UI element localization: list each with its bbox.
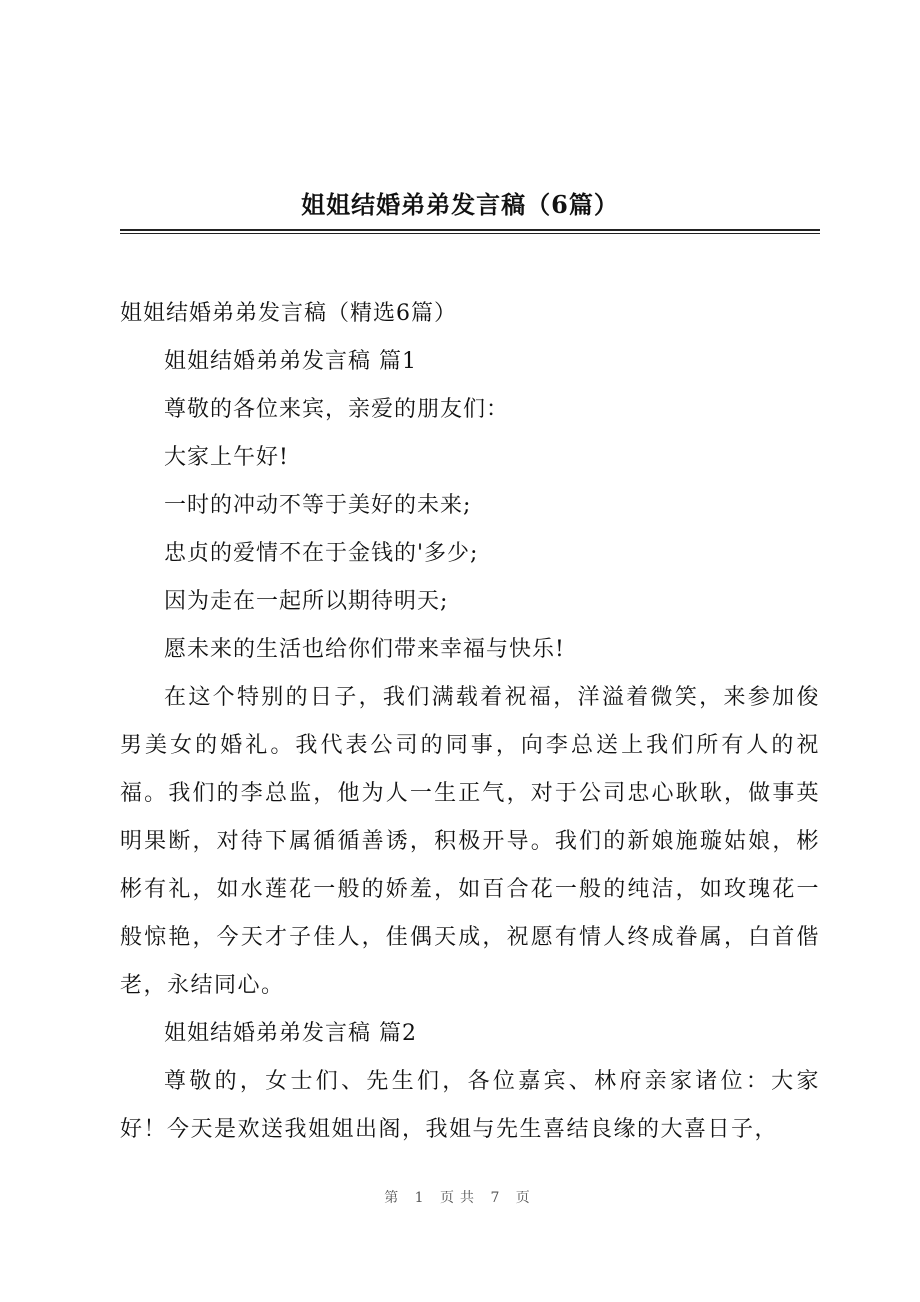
paragraph: 忠贞的爱情不在于金钱的'多少; [164, 541, 479, 566]
document-body [120, 290, 820, 1154]
paragraph: 愿未来的生活也给你们带来幸福与快乐! [164, 637, 565, 662]
paragraph: 尊敬的各位来宾，亲爱的朋友们： [164, 397, 510, 422]
paragraph: 因为走在一起所以期待明天; [164, 589, 449, 614]
section-heading-1: 姐姐结婚弟弟发言稿 篇1 [164, 349, 417, 374]
title-divider-thick [120, 229, 820, 231]
paragraph: 大家上午好! [164, 445, 289, 470]
document-title: 姐姐结婚弟弟发言稿（6篇） [301, 190, 619, 219]
paragraph: 尊敬的，女士们、先生们，各位嘉宾、林府亲家诸位：大家好！今天是欢送我姐姐出阁，我姐与先生喜结良缘的大喜日子， [120, 1069, 820, 1142]
document-subtitle: 姐姐结婚弟弟发言稿（精选6篇） [120, 301, 457, 326]
section-heading-2: 姐姐结婚弟弟发言稿 篇2 [164, 1021, 417, 1046]
paragraph: 一时的冲动不等于美好的未来; [164, 493, 472, 518]
paragraph: 在这个特别的日子，我们满载着祝福，洋溢着微笑，来参加俊男美女的婚礼。我代表公司的同事，向李总送上我们所有人的祝福。我们的李总监，他为人一生正气，对于公司忠心耿耿，做事英明果断，对待下属循循善诱，积极开导。我们的新娘施璇姑娘，彬彬有礼，如水莲花一般的娇羞，如百合花一般的纯洁，如玫瑰花一般惊艳，今天才子佳人，佳偶天成，祝愿有情人终成眷属，白首偕老，永结同心。 [120, 685, 820, 998]
page-footer: 第 1 页共 7 页 [384, 1190, 536, 1206]
title-divider-thin [120, 233, 820, 234]
